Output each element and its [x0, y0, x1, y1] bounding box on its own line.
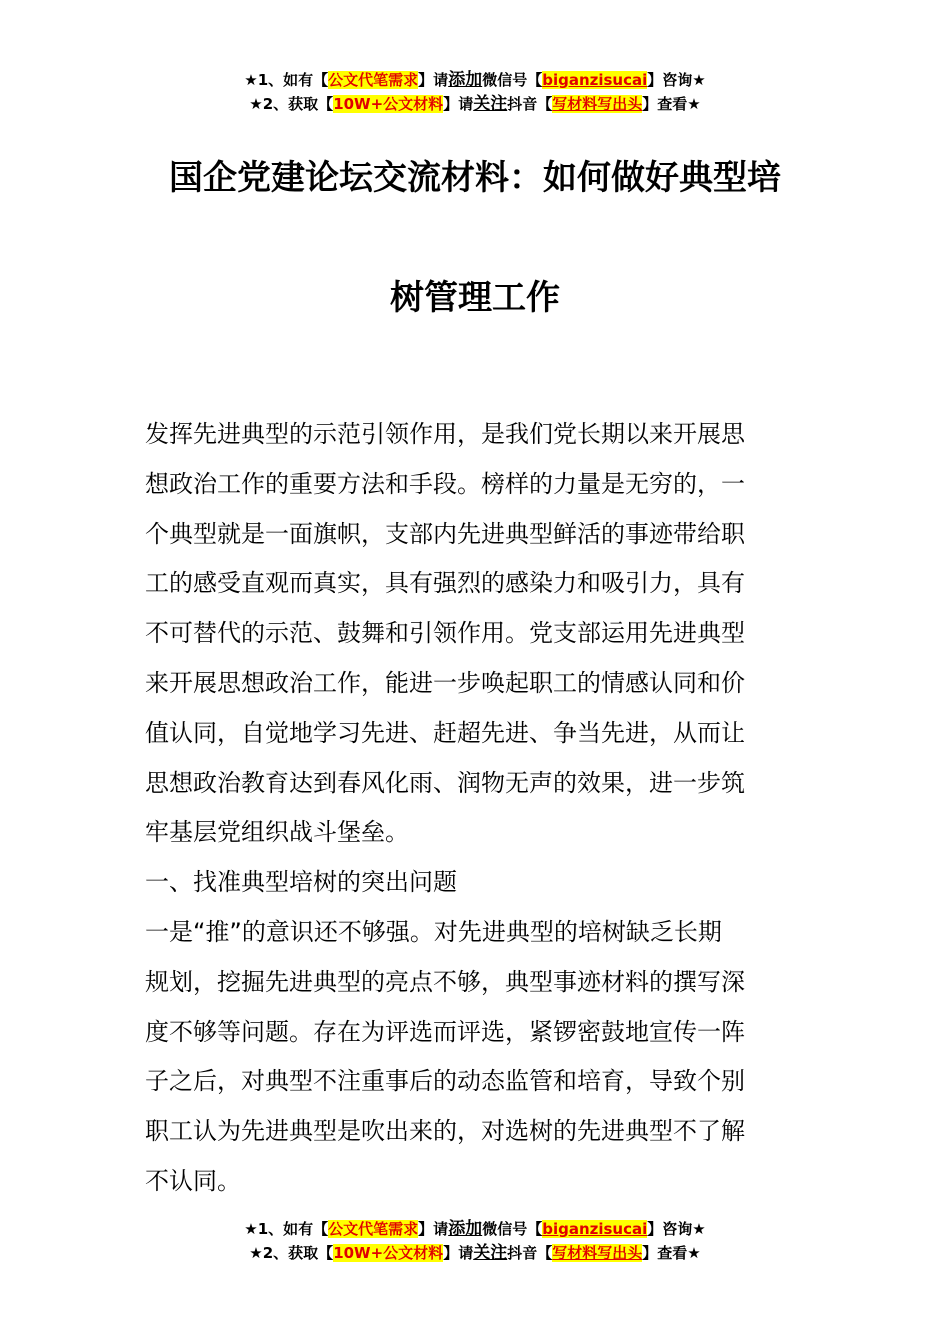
promo-banner-bottom: [0, 1217, 950, 1265]
wechat-id: biganzisucai: [542, 71, 648, 89]
highlight: 10W+公文材料: [333, 1244, 444, 1262]
promo-line-1: ★1、如有【公文代笔需求】请添加微信号【biganzisucai】咨询★: [244, 1219, 706, 1239]
body-line: 牢基层党组织战斗堡垒。: [145, 818, 409, 847]
body-line: 规划，挖掘先进典型的亮点不够，典型事迹材料的撰写深: [145, 967, 745, 996]
promo-line-2: ★2、获取【10W+公文材料】请关注抖音【写材料写出头】查看★: [249, 94, 701, 114]
section-heading: 一、找准典型培树的突出问题: [145, 868, 457, 897]
doc-body: [145, 410, 825, 1207]
body-line: 子之后，对典型不注重事后的动态监管和培育，导致个别: [145, 1067, 745, 1096]
body-line: 想政治工作的重要方法和手段。榜样的力量是无穷的，一: [145, 469, 745, 498]
promo-line-1: ★1、如有【公文代笔需求】请添加微信号【biganzisucai】咨询★: [244, 70, 706, 90]
body-line: 职工认为先进典型是吹出来的，对选树的先进典型不了解: [145, 1117, 745, 1146]
body-line: 个典型就是一面旗帜，支部内先进典型鲜活的事迹带给职: [145, 519, 745, 548]
body-line: 不认同。: [145, 1166, 241, 1195]
wechat-id: biganzisucai: [542, 1220, 648, 1238]
body-line: 不可替代的示范、鼓舞和引领作用。党支部运用先进典型: [145, 619, 745, 648]
highlight: 公文代笔需求: [328, 1220, 419, 1238]
body-line: 来开展思想政治工作，能进一步唤起职工的情感认同和价: [145, 668, 745, 697]
doc-title-line-1: 国企党建论坛交流材料：如何做好典型培: [169, 158, 781, 198]
body-line: 度不够等问题。存在为评选而评选，紧锣密鼓地宣传一阵: [145, 1017, 745, 1046]
body-line: 一是“推”的意识还不够强。对先进典型的培树缺乏长期: [145, 917, 722, 946]
body-line: 思想政治教育达到春风化雨、润物无声的效果，进一步筑: [145, 768, 745, 797]
highlight: 10W+公文材料: [333, 95, 444, 113]
doc-title-line-2: 树管理工作: [390, 278, 560, 318]
body-line: 发挥先进典型的示范引领作用，是我们党长期以来开展思: [145, 420, 745, 448]
promo-banner-top: [0, 68, 950, 116]
body-line: 工的感受直观而真实，具有强烈的感染力和吸引力，具有: [145, 569, 745, 598]
douyin-id: 写材料写出头: [552, 95, 643, 113]
body-line: 值认同，自觉地学习先进、赶超先进、争当先进，从而让: [145, 718, 745, 747]
highlight: 公文代笔需求: [328, 71, 419, 89]
promo-line-2: ★2、获取【10W+公文材料】请关注抖音【写材料写出头】查看★: [249, 1243, 701, 1263]
douyin-id: 写材料写出头: [552, 1244, 643, 1262]
